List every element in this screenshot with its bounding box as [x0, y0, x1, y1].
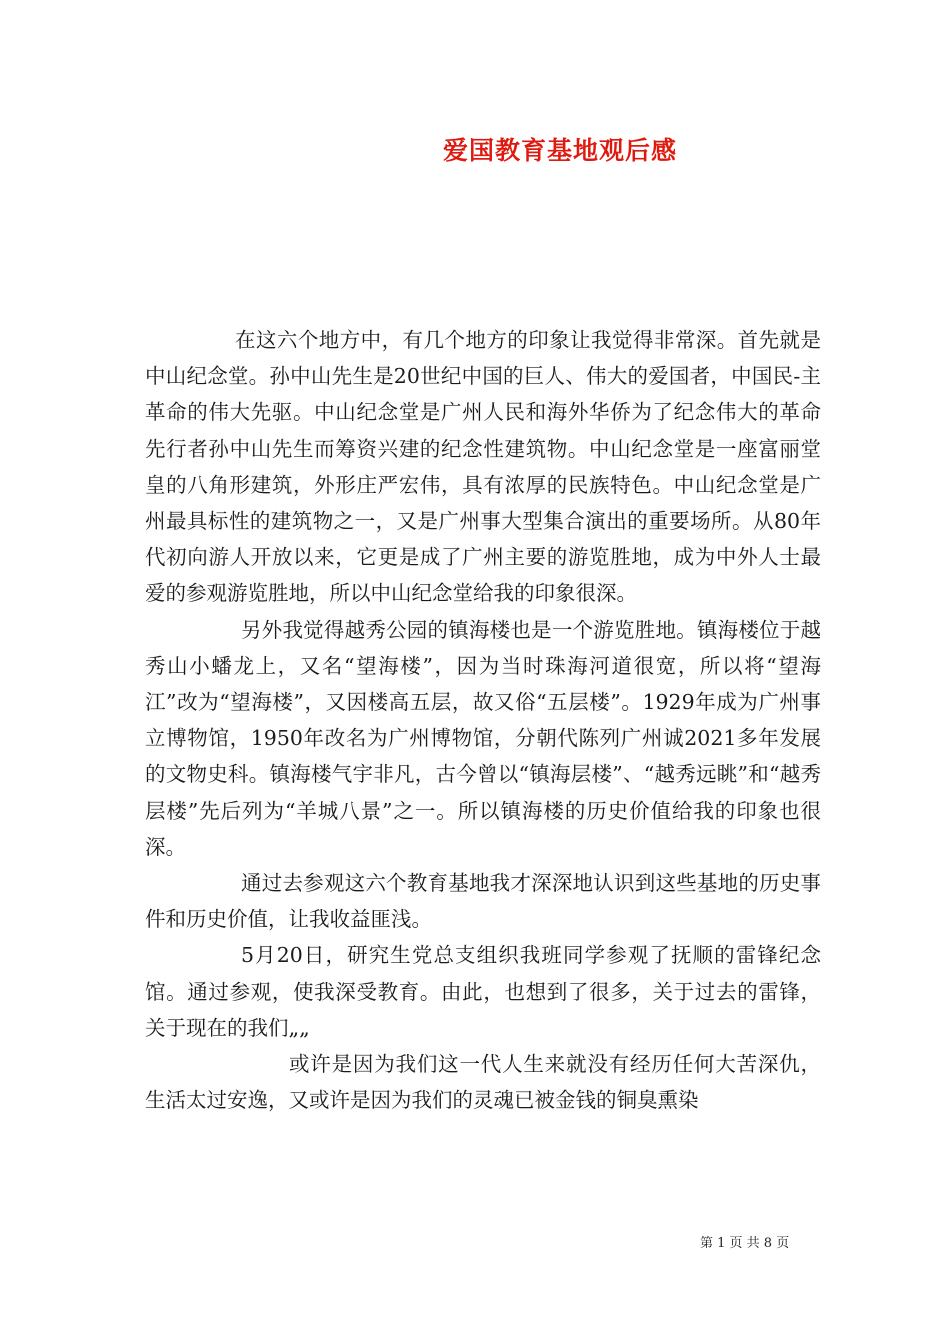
paragraph-zhenhai-tower: 另外我觉得越秀公园的镇海楼也是一个游览胜地。镇海楼位于越秀山小蟠龙上，又名“望海楼”，因为当时珠海河道很宽，所以将“望海江”改为“望海楼”，又因楼高五层，故又俗“五层楼”。1929年成为广州事立博物馆，1950年改名为广州博物馆，分朝代陈列广州诚2021多年发展的文物史科。镇海楼气宇非凡，古今曾以“镇海层楼”、“越秀远眺”和“越秀层楼”先后列为“羊城八景”之一。所以镇海楼的历史价值给我的印象也很深。: [145, 617, 821, 859]
paragraph-zhongshan-memorial: 在这六个地方中，有几个地方的印象让我觉得非常深。首先就是中山纪念堂。孙中山先生是20世纪中国的巨人、伟大的爱国者，中国民-主革命的伟大先驱。中山纪念堂是广州人民和海外华侨为了纪念伟大的革命先行者孙中山先生而筹资兴建的纪念性建筑物。中山纪念堂是一座富丽堂皇的八角形建筑，外形庄严宏伟，具有浓厚的民族特色。中山纪念堂是广州最具标性的建筑物之一，又是广州事大型集合演出的重要场所。从80年代初向游人开放以来，它更是成了广州主要的游览胜地，成为中外人士最爱的参观游览胜地，所以中山纪念堂给我的印象很深。: [145, 328, 821, 606]
paragraph-reflection: 或许是因为我们这一代人生来就没有经历任何大苦深仇，生活太过安逸，又或许是因为我们的灵魂已被金钱的铜臭熏染: [145, 1052, 821, 1113]
document-body: [145, 322, 821, 1118]
paragraph-summary: 通过去参观这六个教育基地我才深深地认识到这些基地的历史事件和历史价值，让我收益匪浅。: [145, 871, 821, 932]
document-title: 爱国教育基地观后感: [442, 136, 677, 165]
paragraph-leifeng-visit: 5月20日，研究生党总支组织我班同学参观了抚顺的雷锋纪念馆。通过参观，使我深受教育。由此，也想到了很多，关于过去的雷锋，关于现在的我们„„: [145, 943, 821, 1040]
page-number-indicator: 第 1 页 共 8 页: [700, 1236, 790, 1251]
